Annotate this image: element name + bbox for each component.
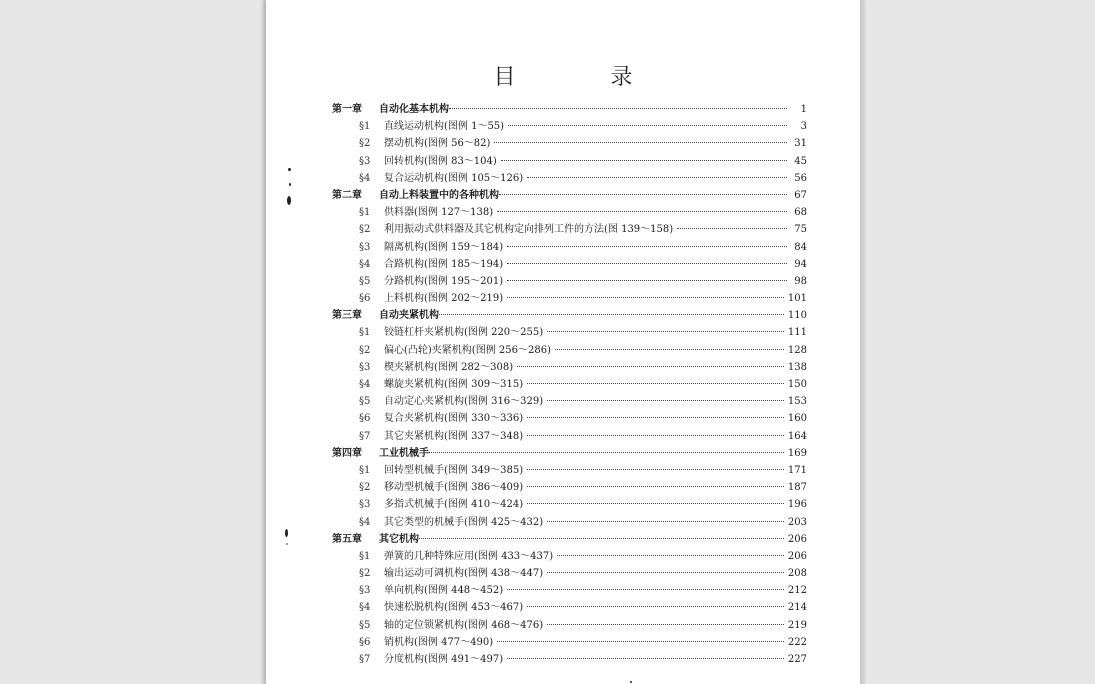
dot-leader — [547, 521, 784, 522]
section-number: §4 — [359, 172, 371, 184]
section-title: 其它类型的机械手(图例 425～432) — [384, 516, 544, 528]
section-title: 回转型机械手(图例 349～385) — [384, 464, 524, 476]
page-number: 219 — [787, 619, 807, 631]
toc-section-row[interactable] — [332, 118, 807, 135]
toc-section-row[interactable] — [332, 239, 807, 256]
page-number: 164 — [787, 430, 807, 442]
dot-leader — [449, 108, 787, 109]
page-number: 128 — [787, 344, 807, 356]
dot-leader — [547, 400, 784, 401]
page-number: 56 — [794, 172, 807, 184]
section-title: 单向机构(图例 448～452) — [384, 585, 504, 597]
chapter-title: 工业机械手 — [379, 447, 429, 459]
page-number: 101 — [787, 293, 807, 305]
section-title: 快速松脱机构(图例 453～467) — [384, 602, 524, 614]
section-number: §6 — [359, 636, 371, 648]
page-number: 31 — [794, 138, 807, 150]
toc-section-row[interactable] — [332, 256, 807, 273]
page-number: 227 — [787, 654, 807, 665]
dot-leader — [497, 211, 787, 212]
dot-leader — [508, 125, 787, 126]
dot-leader — [557, 555, 784, 556]
dot-leader — [501, 160, 787, 161]
page-number: 208 — [787, 568, 807, 580]
section-number: §7 — [359, 430, 371, 442]
page-number: 160 — [787, 413, 807, 425]
section-title: 分度机构(图例 491～497) — [384, 654, 504, 665]
toc-section-row[interactable] — [332, 359, 807, 376]
toc-chapter-row[interactable] — [332, 101, 807, 118]
section-title: 铰链杠杆夹紧机构(图例 220～255) — [384, 327, 544, 339]
page-number: 196 — [787, 499, 807, 511]
toc-chapter-row[interactable] — [332, 531, 807, 548]
page-number: 84 — [794, 241, 807, 253]
section-title: 利用振动式供料器及其它机构定向排列工件的方法(图 139～158) — [384, 224, 674, 236]
toc-section-row[interactable] — [332, 204, 807, 221]
page-number: 3 — [800, 121, 807, 133]
section-title: 上料机构(图例 202～219) — [384, 293, 504, 305]
section-title: 螺旋夹紧机构(图例 309～315) — [384, 379, 524, 390]
section-title: 隔离机构(图例 159～184) — [384, 241, 504, 253]
section-number: §4 — [359, 602, 371, 614]
section-number: §4 — [359, 258, 371, 270]
section-number: §3 — [359, 155, 371, 167]
dot-leader — [497, 641, 784, 642]
section-title: 销机构(图例 477～490) — [384, 636, 494, 648]
toc-section-row[interactable] — [332, 479, 807, 496]
page-number: 67 — [794, 189, 807, 201]
toc-section-row[interactable] — [332, 153, 807, 170]
dot-leader — [527, 435, 784, 436]
dot-leader — [494, 142, 787, 143]
section-number: §6 — [359, 293, 371, 305]
section-number: §2 — [359, 138, 371, 150]
section-title: 自动定心夹紧机构(图例 316～329) — [384, 396, 544, 408]
section-title: 移动型机械手(图例 386～409) — [384, 482, 524, 494]
section-number: §6 — [359, 413, 371, 425]
toc-section-row[interactable] — [332, 496, 807, 513]
section-title: 弹簧的几种特殊应用(图例 433～437) — [384, 550, 554, 562]
toc-section-row[interactable] — [332, 651, 807, 668]
page-number: 45 — [794, 155, 807, 167]
page-number: 138 — [787, 361, 807, 373]
page-number: 169 — [787, 447, 807, 459]
page-number: 94 — [794, 258, 807, 270]
section-number: §3 — [359, 241, 371, 253]
page-number: 187 — [787, 482, 807, 494]
section-number: §1 — [359, 327, 371, 339]
dot-leader — [507, 658, 784, 659]
scan-artifact — [285, 529, 288, 537]
dot-leader — [527, 486, 784, 487]
toc-section-row[interactable] — [332, 548, 807, 565]
toc-section-row[interactable] — [332, 599, 807, 616]
scan-artifact — [630, 681, 632, 683]
dot-leader — [547, 624, 784, 625]
scan-artifact — [287, 196, 291, 205]
page-number: 222 — [787, 636, 807, 648]
toc-section-row[interactable] — [332, 617, 807, 634]
page-number: 110 — [787, 310, 807, 322]
section-title: 合路机构(图例 185～194) — [384, 258, 504, 270]
section-title: 轴的定位锁紧机构(图例 468～476) — [384, 619, 544, 631]
chapter-title: 自动化基本机构 — [379, 104, 449, 115]
section-number: §5 — [359, 396, 371, 408]
section-number: §4 — [359, 379, 371, 390]
dot-leader — [507, 280, 787, 281]
toc-section-row[interactable] — [332, 428, 807, 445]
section-title: 供料器(图例 127～138) — [384, 207, 494, 219]
dot-leader — [547, 331, 784, 332]
page-number: 111 — [787, 327, 807, 339]
scan-artifact — [286, 543, 288, 545]
section-number: §3 — [359, 499, 371, 511]
page-number: 98 — [794, 275, 807, 287]
table-of-contents — [332, 101, 807, 668]
toc-section-row[interactable] — [332, 135, 807, 152]
chapter-number: 第一章 — [332, 104, 362, 115]
toc-section-row[interactable] — [332, 634, 807, 651]
section-number: §2 — [359, 224, 371, 236]
section-number: §5 — [359, 619, 371, 631]
section-number: §2 — [359, 482, 371, 494]
section-title: 其它夹紧机构(图例 337～348) — [384, 430, 524, 442]
toc-section-row[interactable] — [332, 170, 807, 187]
page-number: 68 — [794, 207, 807, 219]
dot-leader — [507, 263, 787, 264]
toc-section-row[interactable] — [332, 290, 807, 307]
toc-chapter-row[interactable] — [332, 307, 807, 324]
section-title: 楔夹紧机构(图例 282～308) — [384, 361, 514, 373]
page-number: 150 — [787, 379, 807, 390]
chapter-title: 自动上料装置中的各种机构 — [379, 189, 499, 201]
dot-leader — [527, 417, 784, 418]
scan-artifact — [289, 183, 291, 186]
section-number: §2 — [359, 344, 371, 356]
section-number: §3 — [359, 585, 371, 597]
toc-section-row[interactable] — [332, 565, 807, 582]
dot-leader — [527, 469, 784, 470]
dot-leader — [555, 349, 784, 350]
section-title: 分路机构(图例 195～201) — [384, 275, 504, 287]
section-title: 回转机构(图例 83～104) — [384, 155, 497, 167]
page-number: 206 — [787, 550, 807, 562]
chapter-title: 其它机构 — [379, 533, 419, 545]
dot-leader — [429, 452, 784, 453]
page-number: 214 — [787, 602, 807, 614]
toc-section-row[interactable] — [332, 393, 807, 410]
toc-section-row[interactable] — [332, 376, 807, 393]
page-number: 206 — [787, 533, 807, 545]
section-title: 复合运动机构(图例 105～126) — [384, 172, 524, 184]
section-number: §5 — [359, 275, 371, 287]
dot-leader — [527, 606, 784, 607]
toc-section-row[interactable] — [332, 582, 807, 599]
page-number: 171 — [787, 464, 807, 476]
section-title: 多指式机械手(图例 410～424) — [384, 499, 524, 511]
toc-chapter-row[interactable] — [332, 445, 807, 462]
dot-leader — [527, 503, 784, 504]
toc-section-row[interactable] — [332, 342, 807, 359]
document-page[interactable] — [266, 0, 860, 684]
dot-leader — [507, 589, 784, 590]
chapter-number: 第五章 — [332, 533, 362, 545]
page-shadow-right — [860, 0, 866, 684]
page-number: 212 — [787, 585, 807, 597]
dot-leader — [677, 228, 787, 229]
toc-section-row[interactable] — [332, 324, 807, 341]
page-title: 目 录 — [493, 65, 677, 90]
scan-artifact — [288, 168, 291, 171]
dot-leader — [527, 177, 787, 178]
toc-chapter-row[interactable] — [332, 187, 807, 204]
section-number: §1 — [359, 121, 371, 133]
section-number: §1 — [359, 464, 371, 476]
section-title: 输出运动可调机构(图例 438～447) — [384, 568, 544, 580]
dot-leader — [499, 194, 787, 195]
dot-leader — [507, 246, 787, 247]
section-number: §3 — [359, 361, 371, 373]
toc-section-row[interactable] — [332, 410, 807, 427]
section-title: 摆动机构(图例 56～82) — [384, 138, 491, 150]
section-title: 直线运动机构(图例 1～55) — [384, 121, 505, 133]
section-title: 偏心(凸轮)夹紧机构(图例 256～286) — [384, 344, 551, 356]
section-number: §1 — [359, 207, 371, 219]
page-number: 153 — [787, 396, 807, 408]
chapter-number: 第四章 — [332, 447, 362, 459]
section-number: §4 — [359, 516, 371, 528]
page-number: 203 — [787, 516, 807, 528]
dot-leader — [547, 572, 784, 573]
section-number: §7 — [359, 654, 371, 665]
toc-section-row[interactable] — [332, 462, 807, 479]
chapter-number: 第二章 — [332, 189, 362, 201]
dot-leader — [517, 366, 784, 367]
chapter-number: 第三章 — [332, 310, 362, 322]
toc-section-row[interactable] — [332, 273, 807, 290]
dot-leader — [419, 538, 784, 539]
page-number: 1 — [800, 104, 807, 115]
section-number: §2 — [359, 568, 371, 580]
chapter-title: 自动夹紧机构 — [379, 310, 439, 322]
page-number: 75 — [794, 224, 807, 236]
toc-section-row[interactable] — [332, 221, 807, 238]
section-number: §1 — [359, 550, 371, 562]
dot-leader — [527, 383, 784, 384]
dot-leader — [507, 297, 784, 298]
dot-leader — [439, 314, 784, 315]
section-title: 复合夹紧机构(图例 330～336) — [384, 413, 524, 425]
toc-section-row[interactable] — [332, 514, 807, 531]
